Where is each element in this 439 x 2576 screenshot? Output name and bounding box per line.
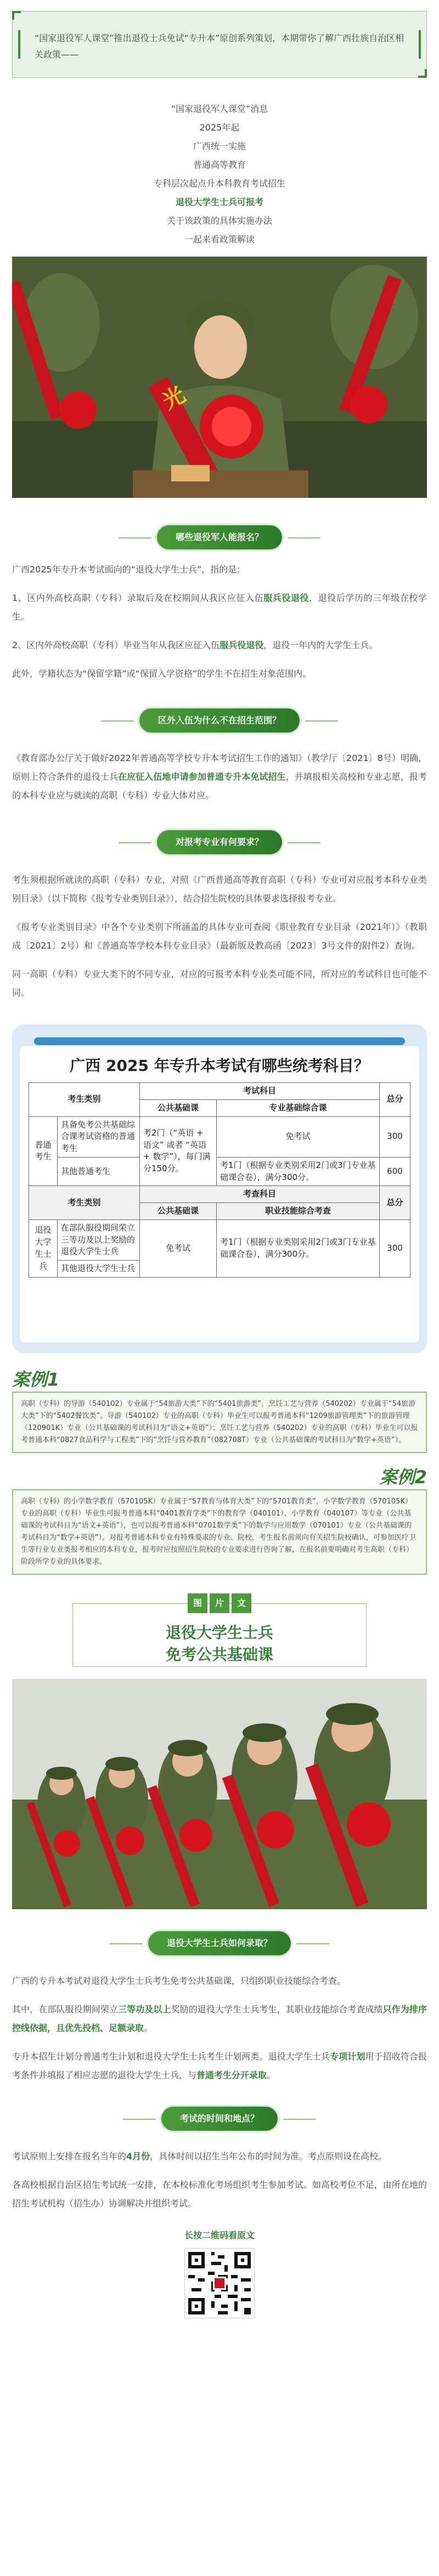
table-cell-group: 退役大学生士兵 — [29, 1219, 58, 1277]
section-title-eligibility — [0, 525, 439, 549]
center-line: 专科层次起点升本科教育考试招生 — [153, 178, 285, 189]
banner-line: 免考公共基础课 — [165, 1646, 273, 1664]
text-run: 用于招收符合报考条件并填报了相应志愿的退役大学生士兵，与 — [12, 2051, 427, 2080]
table-title: 广西 2025 年专升本考试有哪些统考科目？ — [70, 1057, 369, 1075]
banner-square: 片 — [210, 1593, 229, 1613]
intro-text: “国家退役军人课堂”推出退役士兵免试“专升本”原创系列策划，本期带你了解广西壮族自治区相关政策—— — [35, 33, 404, 60]
exam-table — [29, 1082, 410, 1278]
case-title: 案例1 — [12, 1369, 60, 1390]
table-row — [29, 1157, 410, 1186]
text-highlight: 4月份 — [126, 2151, 150, 2161]
text-run: 《教育部办公厅关于做好2022年普通高等学校专升本考试招生工作的通知》（教学厅〔2021〕8号）明确，原则上符合条件的退役士兵 — [12, 753, 427, 782]
table-cell: 600 — [380, 1157, 410, 1186]
photo-soldiers-line — [12, 1679, 427, 1909]
paragraph: 此外，学籍状态为“保留学籍”或“保留入学资格”的学生不在招生对象范围内。 — [12, 668, 312, 679]
paragraph: 广西2025年专升本考试面向的“退役大学生士兵”，指的是： — [12, 564, 246, 575]
text-highlight: 服兵役退役 — [263, 593, 309, 603]
text-run: ，退役后学历的三年级在校学生。 — [12, 593, 427, 622]
decor-bar-left — [18, 30, 20, 59]
table-cell-group: 普通考生 — [29, 1116, 58, 1186]
table-header: 公共基础课 — [140, 1203, 217, 1220]
banner-square: 文 — [232, 1593, 251, 1613]
table-cell: 300 — [380, 1219, 410, 1277]
table-row — [29, 1219, 410, 1260]
table-row — [29, 1116, 410, 1157]
text-run: ，具体时间以招生当年公布的时间为准。考点原则设在高校。 — [150, 2151, 387, 2161]
qr-code-graphic — [185, 2249, 254, 2318]
banner-exempt — [12, 1591, 427, 1679]
table-header: 考试科目 — [140, 1083, 380, 1100]
exam-subjects-card — [12, 1024, 427, 1353]
text-highlight: 三等功及以上 — [118, 2004, 171, 2015]
table-header: 总分 — [380, 1083, 410, 1117]
case-title: 案例2 — [379, 1467, 427, 1488]
case-2 — [12, 1465, 427, 1575]
center-line: 2025年起 — [199, 122, 240, 133]
section-pill: 考试的时间和地点？ — [161, 2107, 278, 2131]
intro-note — [12, 11, 427, 78]
paragraph: 考生须根据所就读的高职（专科）专业，对照《广西普通高等教育高职（专科）专业可对应报考本科专业类别目录》（以下简称《报考专业类别目录》），结合招生院校的具体要求选择报考专业。 — [12, 875, 427, 904]
table-cell: 其他普通考生 — [58, 1157, 140, 1186]
photo-female-soldier — [12, 257, 427, 498]
section-title-time-place — [0, 2107, 439, 2131]
text-run: 专升本招生计划分普通考生计划和退役大学生士兵考生计划两类。退役大学生士兵 — [12, 2051, 330, 2062]
qr-section — [0, 2227, 439, 2318]
table-header: 总分 — [380, 1186, 410, 1220]
center-line: 广西统一实施 — [193, 141, 246, 151]
center-line: 普通高等教育 — [193, 160, 246, 170]
center-lines — [0, 100, 439, 249]
text-run: 2、区内外高校高职（专科）毕业当年从我区应征入伍 — [12, 640, 220, 650]
table-header: 考生类别 — [29, 1186, 140, 1220]
text-run: 1、区内外高校高职（专科）录取后及在校期间从我区应征入伍 — [12, 593, 264, 603]
table-cell: 在部队服役期间荣立三等功及以上奖励的退役大学生士兵 — [58, 1219, 140, 1260]
banner-heading — [12, 1622, 427, 1666]
table-cell: 考2门（“英语 + 语文” 或者 “英语 + 数学”），每门满分150分。 — [140, 1116, 217, 1186]
text-run: ，并填报相关高校和专业志愿，报考的本科专业应与就读的高职（专科）专业大体对应。 — [12, 771, 427, 801]
table-row — [29, 1083, 410, 1100]
table-cell: 考1门（根据专业类别采用2门或3门专业基础课合卷），满分300分。 — [217, 1157, 380, 1186]
table-header: 考查科目 — [140, 1186, 380, 1203]
banner-square: 图 — [188, 1593, 207, 1613]
text-highlight: 服兵役退役 — [219, 640, 264, 650]
paragraph — [12, 2047, 427, 2085]
case-1 — [12, 1368, 427, 1453]
photo-illustration — [12, 257, 427, 498]
paragraph — [12, 589, 427, 626]
text-run: 奖励的退役大学生士兵考生，其职业技能综合考查成绩 — [171, 2004, 383, 2015]
paragraph — [12, 636, 427, 655]
paragraph — [12, 2000, 427, 2038]
table-cell: 免考试 — [217, 1116, 380, 1157]
section-title-outside-region — [0, 708, 439, 733]
table-cell: 考1门（根据专业类别采用2门或3门专业基础课合卷），满分300分。 — [217, 1219, 380, 1277]
table-header: 专业基础综合课 — [217, 1099, 380, 1116]
center-line: “国家退役军人课堂”消息 — [171, 104, 268, 114]
table-header: 公共基础课 — [140, 1099, 217, 1116]
case-text: 高职（专科）的导游（540102）专业属于“54旅游大类”下的“5401旅游类”，烹饪工艺与营养（540202）专业属于“54旅游大类”下的“5402餐饮类”。导游（540102）专业的高职（专科）毕业生可以报考普通本科“1209旅游管理类”下的旅游管理（120901K）专业（公共基础课的考试科目为“语文+英语”）；烹饪工艺与营养（540202）专业的高职（专科）毕业生可以报考普通本科“0827食品科学与工程类”下的“烹饪与营养教育”（082708T）专业（公共基础课的考试科目为“数学+英语”）。 — [12, 1392, 427, 1453]
table-row — [29, 1186, 410, 1203]
paragraph: 广西的专升本考试对退役大学生士兵考生免考公共基础课，只组织职业技能综合考查。 — [12, 1976, 346, 1986]
table-header: 考生类别 — [29, 1083, 140, 1117]
paragraph: 各高校根据自治区招生考试统一安排，在本校标准化考场组织考生参加考试。如高校考位不足，由所在地的招生考试机构（招生办）协调解决并组织考试。 — [12, 2180, 427, 2209]
table-header: 职业技能综合考查 — [217, 1203, 380, 1220]
svg-text:光: 光 — [158, 382, 190, 415]
case-text: 高职（专科）的小学数学教育（570105K）专业属于“57教育与体育大类”下的“5701教育类”，小学数学教育（570105K）专业的高职（专科）毕业生可报考普通本科“0401教育学类”下的教育学（040101）、小学教育（040107）等专业（公共基础课的考试科目为“语文+英语”），也可以报考普通本科“0701数学类”下的数学与应用数学（070101）专业（公共基础课的考试科目为“数学+英语”）。对报考普通本科专业有特殊要求的专业、院校，考生报名前须向有关招生院校确认，可参加医疗卫生等行业专业类报考相应的本科专业，报考时应按照招生院校的专业要求进行咨询了解，在报名前要明确对考生高职（专科）阶段所学专业的具体要求。 — [12, 1489, 427, 1575]
text-run: 。 — [144, 2023, 153, 2033]
section-title-admission — [0, 1931, 439, 1955]
text-run: ，退役一年内的大学生士兵。 — [263, 640, 378, 650]
center-line: 关于该政策的具体实施办法 — [166, 215, 272, 226]
photo-illustration — [12, 1679, 427, 1909]
section-title-major-requirements — [0, 830, 439, 854]
card-sheet — [20, 1046, 419, 1342]
text-highlight: 普通考生分开录取 — [196, 2070, 267, 2080]
table-cell: 其他退役大学生士兵 — [58, 1261, 140, 1278]
text-highlight: 只作为排序控线依据，且优先投档、足额录取 — [12, 2004, 427, 2033]
banner-line: 退役大学生士兵 — [165, 1624, 273, 1642]
section-pill: 对报考专业有何要求？ — [157, 830, 282, 854]
decor-bar-right — [419, 30, 421, 59]
corner-decoration — [12, 11, 21, 20]
corner-decoration — [418, 69, 427, 78]
table-cell: 具备免考公共基础综合课考试资格的普通考生 — [58, 1116, 140, 1157]
center-line-highlight: 退役大学生士兵可报考 — [175, 197, 263, 207]
paragraph — [12, 2147, 427, 2166]
section-pill: 区外入伍为什么不在招生范围？ — [139, 708, 300, 733]
paragraph: 《报考专业类别目录》中各个专业类别下所涵盖的具体专业可查阅《职业教育专业目录（2021年）》（教职成〔2021〕2号）和《普通高等学校本科专业目录》（最新版及教高函〔2023〕3号文件的附件2）查询。 — [12, 922, 427, 951]
text-run: 其中，在部队服役期间荣立 — [12, 2004, 119, 2015]
paragraph — [12, 749, 427, 805]
text-highlight: 在应征入伍地申请参加普通专升本免试招生 — [118, 771, 286, 782]
center-line: 一起来看政策解读 — [184, 234, 255, 245]
text-run: 。 — [267, 2070, 276, 2080]
table-cell: 免考试 — [140, 1219, 217, 1277]
card-ribbon — [34, 1037, 405, 1045]
table-cell: 300 — [380, 1116, 410, 1157]
text-highlight: 专项计划 — [330, 2051, 365, 2062]
text-run: 考试原则上安排在报名当年的 — [12, 2151, 127, 2161]
qr-code-icon[interactable] — [184, 2248, 255, 2318]
section-pill: 哪些退役军人能报名？ — [157, 525, 282, 549]
qr-title: 长按二维码看原文 — [184, 2230, 255, 2240]
paragraph: 同一高职（专科）专业大类下的不同专业，对应的可报考本科专业类可能不同，所对应的考试科目也可能不同。 — [12, 969, 427, 998]
section-pill: 退役大学生士兵如何录取？ — [148, 1931, 291, 1955]
